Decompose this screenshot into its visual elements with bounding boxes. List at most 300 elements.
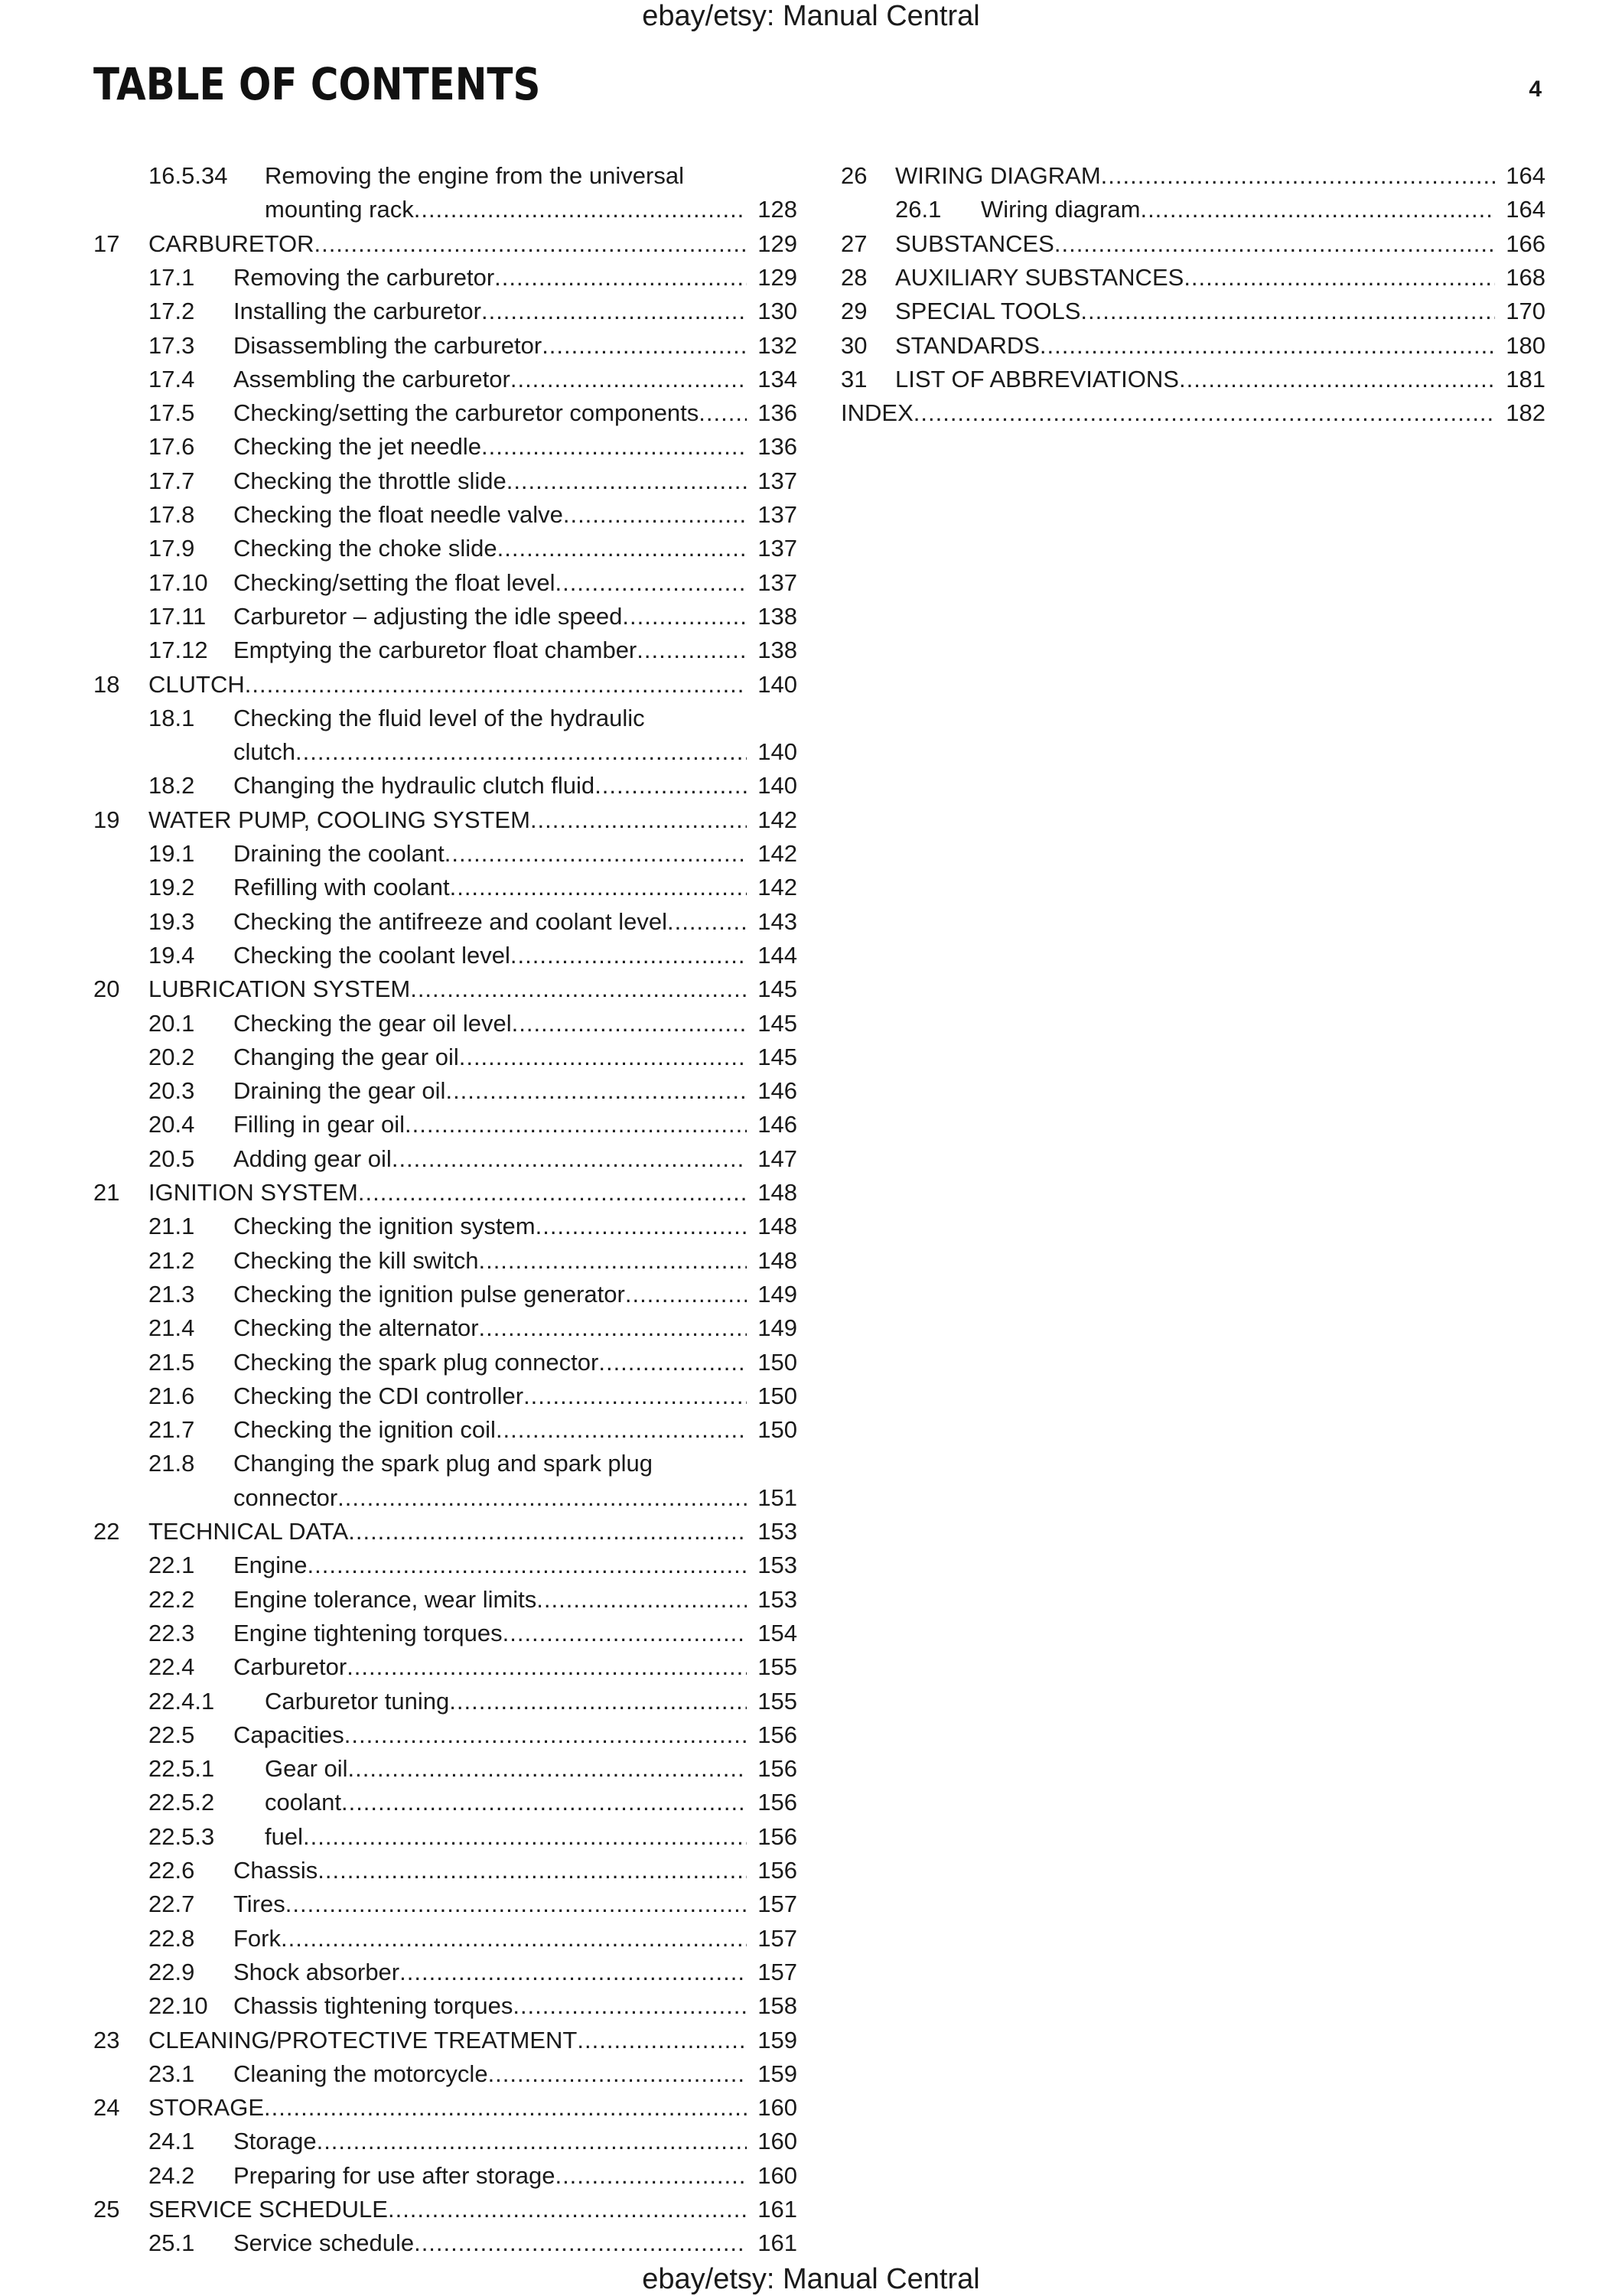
page-title: TABLE OF CONTENTS xyxy=(93,58,541,110)
toc-leader-dots xyxy=(392,1142,747,1176)
toc-entry-number: 22.5 xyxy=(148,1721,195,1748)
toc-entry-number: 29 xyxy=(841,298,868,325)
toc-leader-dots xyxy=(1140,193,1495,226)
toc-entry-number: 21.3 xyxy=(148,1280,195,1308)
toc-leader-dots xyxy=(405,1108,747,1141)
toc-entry-page: 137 xyxy=(757,535,797,562)
toc-entry[interactable] xyxy=(0,1278,797,1311)
toc-entry[interactable] xyxy=(0,1854,797,1887)
toc-leader-dots xyxy=(1054,227,1495,261)
toc-leader-dots xyxy=(445,837,747,871)
toc-entry-title-continued: clutch xyxy=(233,738,295,766)
toc-entry-title: Checking the jet needle xyxy=(233,433,482,461)
toc-entry-number: 17 xyxy=(93,230,120,257)
toc-leader-dots xyxy=(399,1956,747,1989)
toc-entry-title: Checking the ignition coil xyxy=(233,1416,496,1444)
toc-entry[interactable] xyxy=(0,261,1545,295)
toc-entry-title: Carburetor – adjusting the idle speed xyxy=(233,602,623,630)
toc-entry[interactable] xyxy=(0,1210,797,1243)
toc-leader-dots xyxy=(348,1515,747,1549)
toc-entry-title: WIRING DIAGRAM xyxy=(895,162,1101,189)
toc-entry-number: 21.5 xyxy=(148,1348,195,1376)
toc-entry-page: 156 xyxy=(757,1857,797,1884)
toc-entry-number: 21.6 xyxy=(148,1382,195,1409)
toc-entry-title: Checking the fluid level of the hydraulic xyxy=(233,704,645,731)
toc-entry-page: 143 xyxy=(757,907,797,935)
toc-entry-page: 161 xyxy=(757,2229,797,2257)
toc-entry-page: 154 xyxy=(757,1619,797,1646)
toc-entry-number: 22.4 xyxy=(148,1653,195,1681)
toc-leader-dots xyxy=(577,2024,747,2057)
toc-entry-title: Checking the throttle slide xyxy=(233,467,506,494)
toc-entry-title: Storage xyxy=(233,2128,317,2155)
toc-entry-number: 19.3 xyxy=(148,907,195,935)
toc-entry-page: 166 xyxy=(1506,230,1545,257)
toc-entry[interactable] xyxy=(0,329,1545,363)
toc-entry-page: 170 xyxy=(1506,298,1545,325)
toc-entry-title: Checking the alternator xyxy=(233,1314,479,1342)
toc-entry[interactable] xyxy=(0,295,1545,328)
toc-entry-title: Refilling with coolant xyxy=(233,874,450,901)
toc-entry-page: 156 xyxy=(757,1822,797,1850)
toc-leader-dots xyxy=(523,1379,747,1413)
toc-entry[interactable] xyxy=(0,2024,797,2057)
toc-leader-dots xyxy=(667,905,747,939)
toc-entry-number: 17.4 xyxy=(148,365,195,392)
toc-leader-dots xyxy=(497,532,747,565)
toc-entry-title: Checking the choke slide xyxy=(233,535,497,562)
toc-leader-dots xyxy=(503,1617,747,1650)
toc-leader-dots xyxy=(478,1244,747,1278)
toc-entry[interactable] xyxy=(0,363,1545,396)
toc-entry-number: 17.9 xyxy=(148,535,195,562)
toc-entry-title: LUBRICATION SYSTEM xyxy=(148,975,411,1003)
toc-leader-dots xyxy=(285,1887,747,1921)
toc-entry-number: 17.8 xyxy=(148,501,195,528)
toc-entry-page: 156 xyxy=(757,1789,797,1816)
toc-entry-page: 145 xyxy=(757,975,797,1003)
toc-entry-number: 18.2 xyxy=(148,772,195,800)
toc-leader-dots xyxy=(358,1176,747,1210)
toc-entry-title: Tires xyxy=(233,1891,285,1918)
toc-entry[interactable] xyxy=(0,2159,797,2193)
toc-entry-number: 21.2 xyxy=(148,1246,195,1274)
toc-entry[interactable] xyxy=(0,498,797,532)
toc-entry[interactable] xyxy=(0,430,797,464)
toc-entry-title: Service schedule xyxy=(233,2229,415,2257)
toc-entry[interactable] xyxy=(0,464,797,498)
toc-entry-page: 140 xyxy=(757,738,797,766)
toc-entry[interactable] xyxy=(0,2057,797,2091)
toc-entry-title: LIST OF ABBREVIATIONS xyxy=(895,365,1179,392)
toc-entry-number: 24.1 xyxy=(148,2128,195,2155)
toc-entry[interactable] xyxy=(0,227,1545,261)
toc-entry[interactable] xyxy=(0,1176,797,1210)
toc-entry-title: coolant xyxy=(265,1789,341,1816)
toc-entry-number: 22.7 xyxy=(148,1891,195,1918)
toc-leader-dots xyxy=(317,2125,747,2158)
toc-entry[interactable] xyxy=(0,633,797,667)
toc-entry-number: 19.2 xyxy=(148,874,195,901)
toc-entry[interactable] xyxy=(0,1617,797,1650)
toc-entry-page: 155 xyxy=(757,1653,797,1681)
toc-entry[interactable] xyxy=(0,972,797,1006)
toc-entry-title: AUXILIARY SUBSTANCES xyxy=(895,263,1184,291)
toc-entry-number: 22 xyxy=(93,1518,120,1545)
toc-entry-title: Checking the kill switch xyxy=(233,1246,479,1274)
toc-leader-dots xyxy=(637,633,747,667)
toc-leader-dots xyxy=(512,1007,747,1041)
toc-entry-page: 180 xyxy=(1506,331,1545,359)
toc-entry-page: 164 xyxy=(1506,162,1545,189)
toc-entry-title: Carburetor tuning xyxy=(265,1687,450,1715)
toc-entry-number: 20.5 xyxy=(148,1145,195,1172)
toc-entry-title: Checking the float needle valve xyxy=(233,501,563,528)
toc-leader-dots xyxy=(622,600,747,633)
toc-entry-page: 145 xyxy=(757,1043,797,1070)
toc-entry-number: 22.2 xyxy=(148,1585,195,1613)
toc-entry-title: Chassis xyxy=(233,1857,318,1884)
toc-entry[interactable] xyxy=(0,1650,797,1684)
toc-entry[interactable] xyxy=(0,1887,797,1921)
toc-entry-page: 149 xyxy=(757,1314,797,1342)
toc-entry-number: 19 xyxy=(93,806,120,833)
toc-entry[interactable] xyxy=(0,1311,797,1345)
toc-entry-page: 155 xyxy=(757,1687,797,1715)
toc-entry-title: CLUTCH xyxy=(148,670,245,698)
toc-entry-page: 181 xyxy=(1506,365,1545,392)
toc-entry-page: 146 xyxy=(757,1077,797,1105)
toc-entry-number: 18.1 xyxy=(148,704,195,731)
toc-leader-dots xyxy=(536,1210,747,1243)
toc-entry[interactable] xyxy=(0,1413,797,1447)
toc-entry[interactable] xyxy=(0,1379,797,1413)
toc-entry[interactable] xyxy=(0,668,797,702)
toc-entry-page: 137 xyxy=(757,501,797,528)
toc-leader-dots xyxy=(303,1820,747,1854)
toc-entry-page: 150 xyxy=(757,1348,797,1376)
toc-leader-dots xyxy=(308,1549,747,1582)
toc-leader-dots xyxy=(337,1481,747,1515)
toc-entry[interactable] xyxy=(0,396,1545,430)
toc-entry-title: WATER PUMP, COOLING SYSTEM xyxy=(148,806,530,833)
toc-entry-number: 22.1 xyxy=(148,1552,195,1579)
toc-entry-title: TECHNICAL DATA xyxy=(148,1518,349,1545)
toc-leader-dots xyxy=(530,803,747,837)
toc-entry-number: 23.1 xyxy=(148,2060,195,2087)
toc-entry-page: 148 xyxy=(757,1246,797,1274)
toc-leader-dots xyxy=(479,1311,747,1345)
toc-entry[interactable] xyxy=(0,1346,797,1379)
toc-entry-title-continued: mounting rack xyxy=(265,196,414,223)
toc-leader-dots xyxy=(245,668,747,702)
toc-leader-dots xyxy=(459,1041,747,1074)
toc-entry[interactable] xyxy=(0,1786,797,1819)
toc-entry[interactable] xyxy=(0,600,797,633)
toc-leader-dots xyxy=(481,430,747,464)
toc-entry-number: 17.11 xyxy=(148,602,207,630)
page-number: 4 xyxy=(1529,77,1542,102)
toc-entry[interactable] xyxy=(0,1752,797,1786)
toc-entry-title: Wiring diagram xyxy=(981,196,1141,223)
toc-entry[interactable] xyxy=(0,2125,797,2158)
toc-entry[interactable] xyxy=(0,939,797,972)
toc-entry-page: 164 xyxy=(1506,196,1545,223)
toc-entry-page: 137 xyxy=(757,467,797,494)
toc-leader-dots xyxy=(506,464,747,498)
toc-entry[interactable] xyxy=(0,2091,797,2125)
toc-entry-title: Engine tightening torques xyxy=(233,1619,503,1646)
toc-entry-title: Fork xyxy=(233,1924,281,1952)
toc-entry-title-continued: connector xyxy=(233,1483,338,1511)
toc-entry-title: Removing the carburetor xyxy=(233,263,495,291)
toc-entry[interactable] xyxy=(0,2193,797,2226)
toc-entry-number: 25 xyxy=(93,2196,120,2223)
toc-leader-dots xyxy=(344,1718,747,1752)
toc-entry-title: Draining the coolant xyxy=(233,840,445,867)
toc-entry-title: Filling in gear oil xyxy=(233,1111,405,1138)
toc-entry-title: Checking the ignition pulse generator xyxy=(233,1280,625,1308)
toc-entry-title: Removing the engine from the universal xyxy=(265,162,684,189)
toc-entry-page: 156 xyxy=(757,1721,797,1748)
toc-entry[interactable] xyxy=(0,871,797,904)
toc-entry[interactable] xyxy=(0,1041,797,1074)
toc-entry-number: 17.7 xyxy=(148,467,195,494)
watermark-bottom: ebay/etsy: Manual Central xyxy=(642,2263,980,2295)
toc-entry[interactable] xyxy=(0,769,797,803)
toc-entry-number: 17.3 xyxy=(148,331,195,359)
toc-entry-title: Checking the antifreeze and coolant level xyxy=(233,907,667,935)
toc-entry-title: Gear oil xyxy=(265,1755,348,1783)
toc-entry-page: 157 xyxy=(757,1891,797,1918)
toc-entry-title: Checking the ignition system xyxy=(233,1213,536,1240)
toc-leader-dots xyxy=(388,2193,747,2226)
toc-entry[interactable] xyxy=(0,1447,797,1515)
toc-entry-page: 142 xyxy=(757,840,797,867)
toc-leader-dots xyxy=(445,1074,747,1108)
toc-entry-page: 140 xyxy=(757,670,797,698)
toc-entry[interactable] xyxy=(0,1108,797,1141)
toc-entry[interactable] xyxy=(0,1074,797,1108)
toc-entry-number: 22.8 xyxy=(148,1924,195,1952)
toc-entry[interactable] xyxy=(0,1685,797,1718)
toc-entry-title: Assembling the carburetor xyxy=(233,365,510,392)
toc-entry-page: 156 xyxy=(757,1755,797,1783)
toc-entry[interactable] xyxy=(0,1515,797,1549)
toc-entry-title: Cleaning the motorcycle xyxy=(233,2060,488,2087)
toc-entry-page: 150 xyxy=(757,1382,797,1409)
toc-entry[interactable] xyxy=(0,1956,797,1989)
toc-leader-dots xyxy=(1101,159,1495,193)
toc-entry-number: 17.1 xyxy=(148,263,195,291)
toc-entry-title: Changing the gear oil xyxy=(233,1043,459,1070)
toc-entry-page: 150 xyxy=(757,1416,797,1444)
toc-entry-page: 144 xyxy=(757,941,797,969)
toc-entry-title: Preparing for use after storage xyxy=(233,2161,555,2189)
toc-entry-page: 145 xyxy=(757,1009,797,1037)
toc-entry-title: Disassembling the carburetor xyxy=(233,331,542,359)
toc-leader-dots xyxy=(496,1413,747,1447)
toc-entry[interactable] xyxy=(0,193,1545,226)
toc-entry[interactable] xyxy=(0,1583,797,1617)
toc-entry-number: 21.8 xyxy=(148,1450,195,1477)
toc-entry-number: 24 xyxy=(93,2094,120,2122)
toc-entry-number: 23 xyxy=(93,2026,120,2053)
toc-leader-dots xyxy=(341,1786,747,1819)
toc-entry-page: 153 xyxy=(757,1518,797,1545)
toc-entry-page: 128 xyxy=(757,196,797,223)
toc-entry-title: SERVICE SCHEDULE xyxy=(148,2196,388,2223)
toc-leader-dots xyxy=(1179,363,1495,396)
toc-entry-page: 148 xyxy=(757,1179,797,1206)
toc-entry[interactable] xyxy=(0,1989,797,2023)
toc-leader-dots xyxy=(347,1650,747,1684)
toc-entry-title: Shock absorber xyxy=(233,1958,400,1985)
toc-entry-title: Adding gear oil xyxy=(233,1145,392,1172)
toc-entry-title: STANDARDS xyxy=(895,331,1040,359)
toc-entry-page: 147 xyxy=(757,1145,797,1172)
toc-leader-dots xyxy=(410,972,747,1006)
toc-entry-number: 17.12 xyxy=(148,637,208,664)
toc-entry[interactable] xyxy=(0,1244,797,1278)
toc-entry-title: Engine xyxy=(233,1552,308,1579)
toc-entry-number: 26 xyxy=(841,162,868,189)
toc-entry-title: Engine tolerance, wear limits xyxy=(233,1585,537,1613)
toc-entry-title: INDEX xyxy=(841,399,914,427)
toc-entry-page: 149 xyxy=(757,1280,797,1308)
toc-entry-title: Checking/setting the carburetor components xyxy=(233,399,699,427)
toc-leader-dots xyxy=(598,1346,747,1379)
toc-leader-dots xyxy=(536,1583,747,1617)
toc-entry[interactable] xyxy=(0,159,1545,193)
toc-entry-number: 20.3 xyxy=(148,1077,195,1105)
toc-entry[interactable] xyxy=(0,1007,797,1041)
toc-entry[interactable] xyxy=(0,1718,797,1752)
toc-entry-page: 136 xyxy=(757,399,797,427)
toc-entry-page: 136 xyxy=(757,433,797,461)
toc-leader-dots xyxy=(348,1752,747,1786)
toc-entry-number: 24.2 xyxy=(148,2161,195,2189)
toc-entry-page: 138 xyxy=(757,637,797,664)
toc-entry-page: 160 xyxy=(757,2128,797,2155)
toc-leader-dots xyxy=(318,1854,747,1887)
toc-entry-title: Checking/setting the float level xyxy=(233,568,555,596)
toc-entry[interactable] xyxy=(0,1142,797,1176)
toc-leader-dots xyxy=(488,2057,747,2091)
toc-entry-title: Draining the gear oil xyxy=(233,1077,446,1105)
toc-leader-dots xyxy=(914,396,1495,430)
toc-leader-dots xyxy=(414,2226,747,2260)
toc-entry-page: 159 xyxy=(757,2060,797,2087)
toc-entry[interactable] xyxy=(0,566,797,600)
toc-entry-page: 140 xyxy=(757,772,797,800)
toc-entry-page: 132 xyxy=(757,331,797,359)
toc-entry-title: fuel xyxy=(265,1822,303,1850)
toc-leader-dots xyxy=(295,735,747,769)
toc-entry-title: Chassis tightening torques xyxy=(233,1992,513,2020)
toc-entry[interactable] xyxy=(0,1549,797,1582)
toc-entry-page: 160 xyxy=(757,2161,797,2189)
toc-entry-number: 17.10 xyxy=(148,568,208,596)
toc-entry-page: 159 xyxy=(757,2026,797,2053)
toc-leader-dots xyxy=(281,1922,747,1956)
toc-entry-page: 153 xyxy=(757,1552,797,1579)
toc-entry-page: 182 xyxy=(1506,399,1545,427)
toc-entry[interactable] xyxy=(0,837,797,871)
toc-entry-number: 22.10 xyxy=(148,1992,208,2020)
toc-entry-number: 19.1 xyxy=(148,840,195,867)
toc-entry-title: CLEANING/PROTECTIVE TREATMENT xyxy=(148,2026,578,2053)
toc-entry[interactable] xyxy=(0,905,797,939)
toc-entry-number: 22.5.1 xyxy=(148,1755,215,1783)
toc-entry-number: 20.4 xyxy=(148,1111,195,1138)
toc-leader-dots xyxy=(510,939,747,972)
toc-entry-title: Installing the carburetor xyxy=(233,298,481,325)
toc-entry-page: 151 xyxy=(757,1483,797,1511)
toc-entry[interactable] xyxy=(0,1922,797,1956)
toc-entry-page: 129 xyxy=(757,230,797,257)
toc-entry-number: 31 xyxy=(841,365,868,392)
toc-entry-page: 142 xyxy=(757,806,797,833)
toc-entry-page: 168 xyxy=(1506,263,1545,291)
toc-entry-title: Emptying the carburetor float chamber xyxy=(233,637,637,664)
toc-entry-number: 19.4 xyxy=(148,941,195,969)
toc-entry-number: 28 xyxy=(841,263,868,291)
toc-entry-title: SUBSTANCES xyxy=(895,230,1054,257)
toc-entry-number: 16.5.34 xyxy=(148,162,228,189)
toc-entry-page: 153 xyxy=(757,1585,797,1613)
toc-entry-number: 30 xyxy=(841,331,868,359)
toc-entry-title: Checking the gear oil level xyxy=(233,1009,512,1037)
toc-entry-number: 17.5 xyxy=(148,399,195,427)
toc-entry[interactable] xyxy=(0,1820,797,1854)
toc-entry-number: 17.2 xyxy=(148,298,195,325)
toc-entry-number: 25.1 xyxy=(148,2229,195,2257)
toc-entry-page: 137 xyxy=(757,568,797,596)
toc-entry-number: 21.1 xyxy=(148,1213,195,1240)
toc-entry-number: 22.5.2 xyxy=(148,1789,215,1816)
toc-entry-title: CARBURETOR xyxy=(148,230,314,257)
toc-entry-title: Changing the hydraulic clutch fluid xyxy=(233,772,595,800)
toc-entry-page: 146 xyxy=(757,1111,797,1138)
toc-entry-number: 21.4 xyxy=(148,1314,195,1342)
toc-entry-title: Carburetor xyxy=(233,1653,347,1681)
toc-leader-dots xyxy=(594,769,747,803)
toc-entry[interactable] xyxy=(0,803,797,837)
toc-leader-dots xyxy=(1080,295,1495,328)
toc-entry-page: 160 xyxy=(757,2094,797,2122)
toc-entry-number: 20 xyxy=(93,975,120,1003)
toc-entry-number: 18 xyxy=(93,670,120,698)
toc-entry-number: 22.4.1 xyxy=(148,1687,215,1715)
toc-entry-number: 22.3 xyxy=(148,1619,195,1646)
toc-entry-number: 21 xyxy=(93,1179,120,1206)
toc-entry[interactable] xyxy=(0,702,797,770)
toc-leader-dots xyxy=(555,2159,747,2193)
toc-leader-dots xyxy=(1184,261,1495,295)
watermark-top: ebay/etsy: Manual Central xyxy=(642,0,980,32)
toc-entry[interactable] xyxy=(0,532,797,565)
toc-entry-number: 22.6 xyxy=(148,1857,195,1884)
toc-entry-title: Checking the spark plug connector xyxy=(233,1348,599,1376)
toc-leader-dots xyxy=(563,498,747,532)
toc-entry-title: Checking the coolant level xyxy=(233,941,510,969)
toc-entry[interactable] xyxy=(0,2226,797,2260)
toc-entry-page: 138 xyxy=(757,602,797,630)
toc-entry-number: 21.7 xyxy=(148,1416,195,1444)
toc-entry-title: SPECIAL TOOLS xyxy=(895,298,1081,325)
toc-entry-number: 22.9 xyxy=(148,1958,195,1985)
